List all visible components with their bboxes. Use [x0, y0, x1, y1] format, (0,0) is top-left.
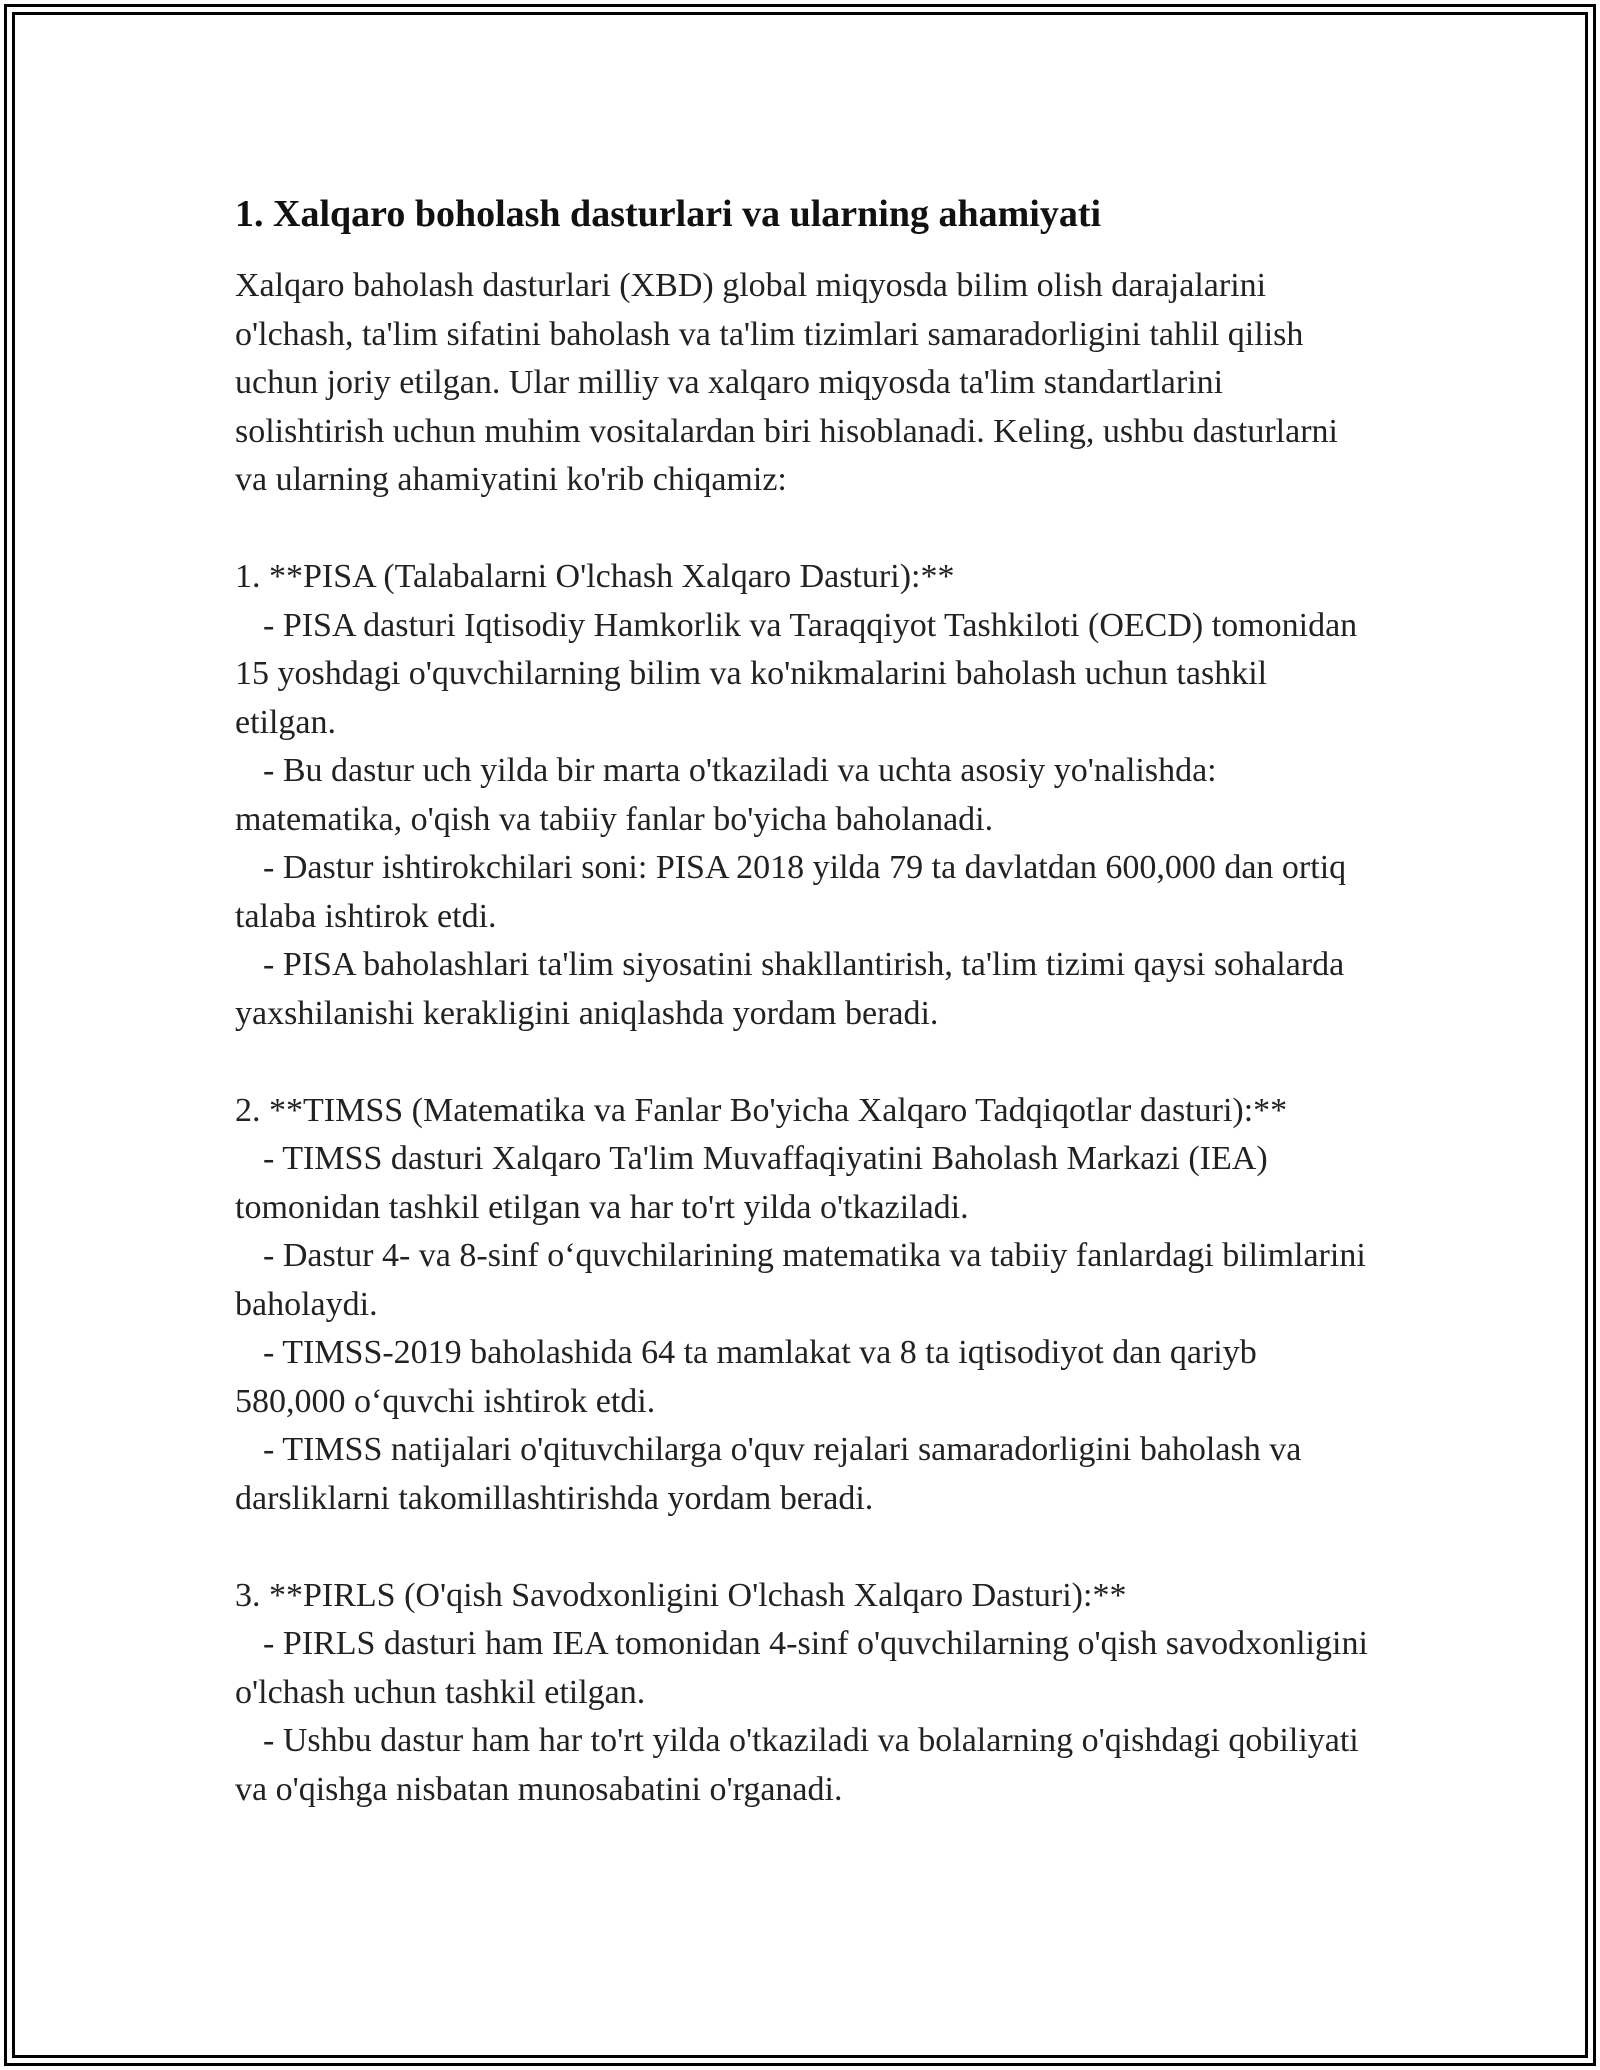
- intro-paragraph: Xalqaro baholash dasturlari (XBD) global miqyosda bilim olish darajalarini o'lchash, ta'lim sifatini baholash va ta'lim tizimlari samaradorligini tahlil qilish uchun joriy etilgan. Ular milliy va xalqaro miqyosda ta'lim standartlarini solishtirish uchun muhim vositalardan biri hisoblanadi. Keling, ushbu dasturlarni va ularning ahamiyatini ko'rib chiqamiz:: [235, 267, 1347, 498]
- bullet-item: - Dastur 4- va 8-sinf o‘quvchilarining matematika va tabiiy fanlardagi bilimlarini baholaydi.: [235, 1237, 1366, 1323]
- bullet-item: - PIRLS dasturi ham IEA tomonidan 4-sinf o'quvchilarning o'qish savodxonligini o'lchash uchun tashkil etilgan.: [235, 1625, 1368, 1711]
- document-heading: 1. Xalqaro boholash dasturlari va ularning ahamiyati: [235, 193, 1102, 235]
- spacer: [235, 505, 1370, 554]
- section-pirls: [235, 1572, 1370, 1815]
- document-body: [235, 186, 1370, 1814]
- bullet-item: - Dastur ishtirokchilari soni: PISA 2018 yilda 79 ta davlatdan 600,000 dan ortiq talaba ishtirok etdi.: [235, 849, 1347, 935]
- spacer: [235, 1038, 1370, 1087]
- bullet-item: - TIMSS natijalari o'qituvchilarga o'quv rejalari samaradorligini baholash va darsliklarni takomillashtirishda yordam beradi.: [235, 1431, 1302, 1517]
- bullet-item: - TIMSS dasturi Xalqaro Ta'lim Muvaffaqiyatini Baholash Markazi (IEA) tomonidan tashkil etilgan va har to'rt yilda o'tkaziladi.: [235, 1140, 1268, 1226]
- bullet-item: - Bu dastur uch yilda bir marta o'tkaziladi va uchta asosiy yo'nalishda: matematika, o'qish va tabiiy fanlar bo'yicha baholanadi.: [235, 752, 1217, 838]
- bullet-item: - Ushbu dastur ham har to'rt yilda o'tkaziladi va bolalarning o'qishdagi qobiliyati va o'qishga nisbatan munosabatini o'rganadi.: [235, 1722, 1359, 1808]
- section-title: 3. **PIRLS (O'qish Savodxonligini O'lchash Xalqaro Dasturi):**: [235, 1576, 1127, 1614]
- section-timss: [235, 1087, 1370, 1524]
- bullet-item: - PISA dasturi Iqtisodiy Hamkorlik va Taraqqiyot Tashkiloti (OECD) tomonidan 15 yoshdagi o'quvchilarning bilim va ko'nikmalarini baholash uchun tashkil etilgan.: [235, 606, 1358, 741]
- bullet-item: - PISA baholashlari ta'lim siyosatini shakllantirish, ta'lim tizimi qaysi sohalarda yaxshilanishi kerakligini aniqlashda yordam beradi.: [235, 946, 1345, 1032]
- spacer: [235, 1523, 1370, 1572]
- bullet-item: - TIMSS-2019 baholashida 64 ta mamlakat va 8 ta iqtisodiyot dan qariyb 580,000 o‘quvchi ishtirok etdi.: [235, 1334, 1257, 1420]
- section-pisa: [235, 553, 1370, 1038]
- section-title: 1. **PISA (Talabalarni O'lchash Xalqaro Dasturi):**: [235, 558, 955, 595]
- section-title: 2. **TIMSS (Matematika va Fanlar Bo'yicha Xalqaro Tadqiqotlar dasturi):**: [235, 1091, 1288, 1129]
